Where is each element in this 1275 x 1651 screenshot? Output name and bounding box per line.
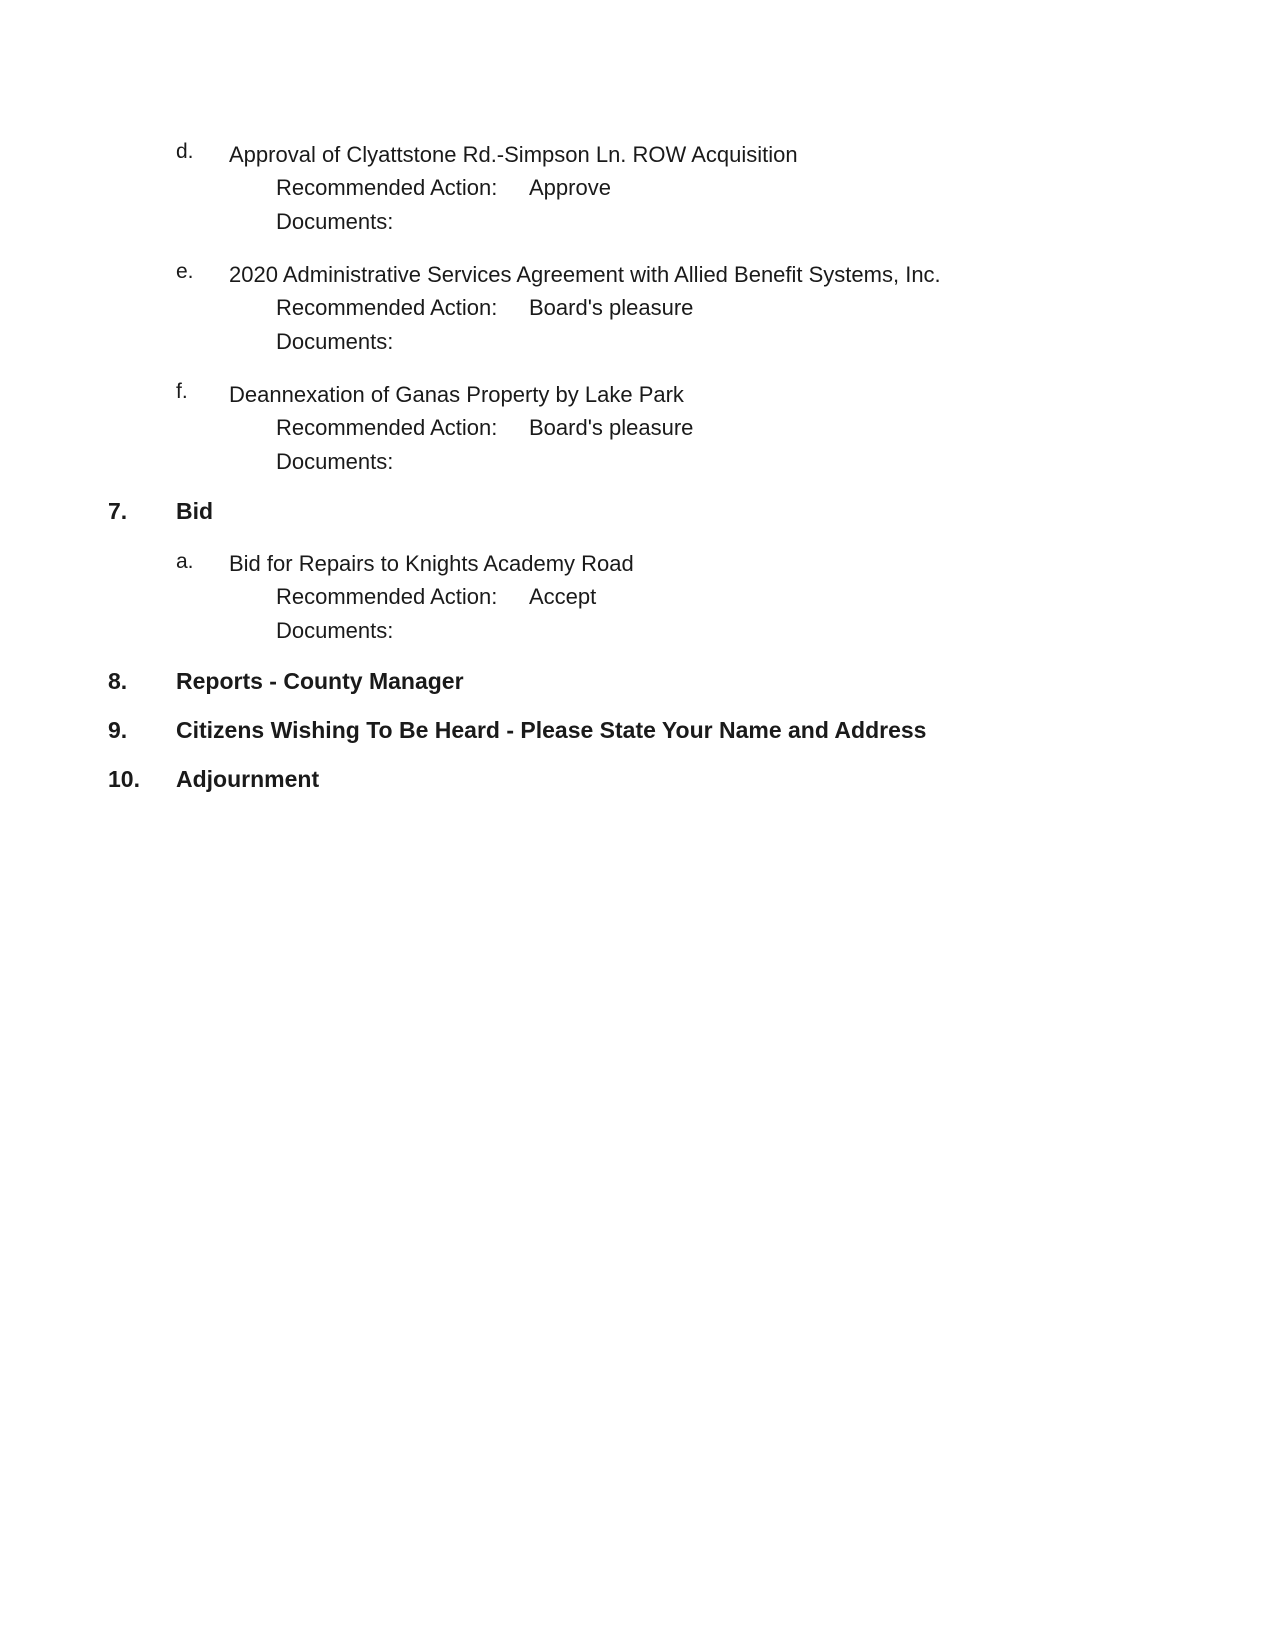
item-title: Deannexation of Ganas Property by Lake Park (229, 382, 684, 407)
item-letter: f. (176, 380, 188, 403)
section-title: Bid (176, 498, 214, 524)
section-title: Adjournment (176, 766, 320, 792)
recommended-action-label: Recommended Action: (276, 584, 498, 609)
item-letter: e. (176, 260, 194, 283)
section-title: Reports - County Manager (176, 668, 464, 694)
documents-label: Documents: (276, 329, 394, 354)
item-title: 2020 Administrative Services Agreement with Allied Benefit Systems, Inc. (229, 262, 941, 287)
section-number: 10. (108, 766, 140, 792)
item-title: Approval of Clyattstone Rd.-Simpson Ln. ROW Acquisition (229, 142, 798, 167)
recommended-action-label: Recommended Action: (276, 295, 498, 320)
item-letter: a. (176, 550, 194, 573)
recommended-action-label: Recommended Action: (276, 415, 498, 440)
section-number: 9. (108, 717, 128, 743)
documents-label: Documents: (276, 449, 394, 474)
item-letter: d. (176, 140, 194, 163)
section-number: 7. (108, 498, 128, 524)
section-title: Citizens Wishing To Be Heard - Please State Your Name and Address (176, 717, 927, 743)
item-title: Bid for Repairs to Knights Academy Road (229, 551, 634, 576)
documents-label: Documents: (276, 209, 394, 234)
recommended-action-value: Board's pleasure (529, 295, 694, 320)
documents-label: Documents: (276, 618, 394, 643)
recommended-action-value: Approve (529, 175, 611, 200)
section-number: 8. (108, 668, 128, 694)
recommended-action-value: Board's pleasure (529, 415, 694, 440)
recommended-action-value: Accept (529, 584, 597, 609)
recommended-action-label: Recommended Action: (276, 175, 498, 200)
